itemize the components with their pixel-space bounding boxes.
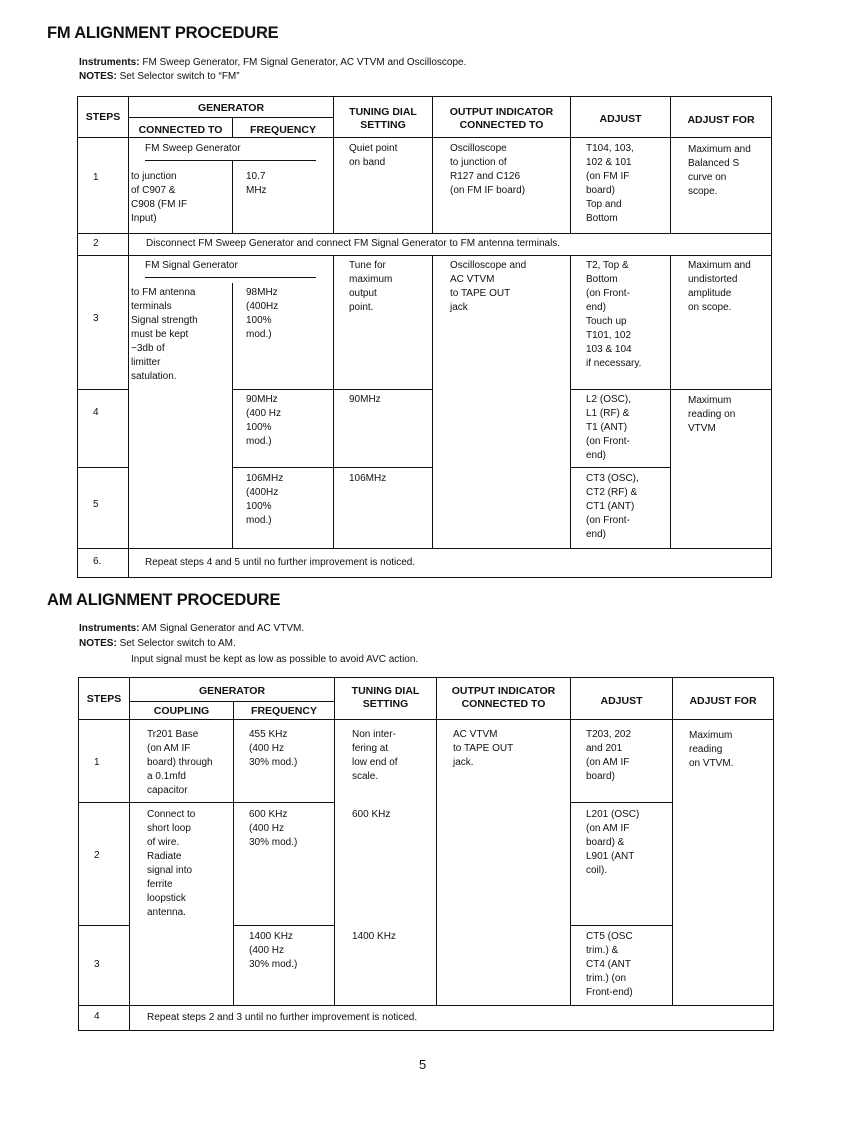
am-step4-text: Repeat steps 2 and 3 until no further improvement is noticed. bbox=[147, 1012, 418, 1023]
fm-header-connected-to: CONNECTED TO bbox=[138, 124, 223, 136]
am-step1-frequency: 455 KHz (400 Hz 30% mod.) bbox=[249, 729, 298, 768]
fm-step6-text: Repeat steps 4 and 5 until no further improvement is noticed. bbox=[145, 557, 416, 568]
am-step2-tuning: 600 KHz bbox=[352, 809, 391, 820]
fm-header-steps: STEPS bbox=[85, 111, 121, 123]
fm-step6-number: 6. bbox=[93, 556, 102, 567]
am-header-coupling: COUPLING bbox=[153, 705, 210, 717]
am-header-tuning: TUNING DIAL SETTING bbox=[351, 685, 420, 710]
am-notes-text: Set Selector switch to AM. bbox=[119, 638, 236, 649]
am-step4-number: 4 bbox=[94, 1011, 100, 1022]
fm-step4-tuning: 90MHz bbox=[349, 394, 381, 405]
fm-step1-output: Oscilloscope to junction of R127 and C126 (on FM IF board) bbox=[450, 143, 526, 196]
am-header-adjust: ADJUST bbox=[600, 695, 643, 707]
am-step1-adjust: T203, 202 and 201 (on AM IF board) bbox=[586, 729, 632, 782]
fm-step3-number: 3 bbox=[93, 313, 99, 324]
fm-step3-generator: FM Signal Generator bbox=[145, 260, 238, 271]
fm-step3-tuning: Tune for maximum output point. bbox=[349, 260, 393, 313]
fm-instruments-line bbox=[79, 56, 466, 69]
am-notes-line bbox=[79, 637, 236, 650]
fm-header-output: OUTPUT INDICATOR CONNECTED TO bbox=[449, 106, 554, 131]
am-step1-coupling: Tr201 Base (on AM IF board) through a 0.1mfd capacitor bbox=[147, 729, 213, 796]
fm-header-generator: GENERATOR bbox=[197, 102, 265, 114]
am-step1-tuning: Non inter- fering at low end of scale. bbox=[352, 729, 398, 782]
am-step3-adjust: CT5 (OSC trim.) & CT4 (ANT trim.) (on Front-end) bbox=[586, 931, 633, 998]
am-header-steps: STEPS bbox=[86, 693, 122, 705]
fm-step3-adjust: T2, Top & Bottom (on Front- end) Touch up T101, 102 103 & 104 if necessary. bbox=[586, 260, 642, 369]
am-step3-number: 3 bbox=[94, 959, 100, 970]
fm-step3-frequency: 98MHz (400Hz 100% mod.) bbox=[246, 287, 279, 340]
fm-header-adjust: ADJUST bbox=[599, 113, 642, 125]
am-step3-tuning: 1400 KHz bbox=[352, 931, 396, 942]
fm-notes-line bbox=[79, 70, 240, 83]
fm-instruments-label: Instruments: bbox=[79, 57, 140, 68]
fm-header-frequency: FREQUENCY bbox=[250, 124, 316, 136]
am-header-output: OUTPUT INDICATOR CONNECTED TO bbox=[451, 685, 556, 710]
am-step2-frequency: 600 KHz (400 Hz 30% mod.) bbox=[249, 809, 298, 848]
am-instruments-text: AM Signal Generator and AC VTVM. bbox=[141, 623, 305, 634]
fm-header-adjust-for: ADJUST FOR bbox=[687, 114, 755, 126]
fm-step4-number: 4 bbox=[93, 407, 99, 418]
fm-step1-tuning: Quiet point on band bbox=[349, 143, 398, 168]
am-notes-label: NOTES: bbox=[79, 638, 117, 649]
fm-step1-frequency: 10.7 MHz bbox=[246, 171, 267, 196]
am-step1-adjust-for: Maximum reading on VTVM. bbox=[689, 730, 734, 769]
am-step2-number: 2 bbox=[94, 850, 100, 861]
fm-notes-text: Set Selector switch to “FM” bbox=[119, 71, 240, 82]
am-step2-adjust: L201 (OSC) (on AM IF board) & L901 (ANT coil). bbox=[586, 809, 640, 876]
fm-step5-number: 5 bbox=[93, 499, 99, 510]
fm-step4-frequency: 90MHz (400 Hz 100% mod.) bbox=[246, 394, 282, 447]
fm-step1-connected: to junction of C907 & C908 (FM IF Input) bbox=[131, 171, 188, 224]
fm-step1-generator: FM Sweep Generator bbox=[145, 143, 241, 154]
am-step1-output: AC VTVM to TAPE OUT jack. bbox=[453, 729, 514, 768]
fm-step1-number: 1 bbox=[93, 172, 99, 183]
fm-step5-frequency: 106MHz (400Hz 100% mod.) bbox=[246, 473, 284, 526]
am-step2-coupling: Connect to short loop of wire. Radiate signal into ferrite loopstick antenna. bbox=[147, 809, 196, 918]
fm-step5-tuning: 106MHz bbox=[349, 473, 387, 484]
fm-step4-adjust-for: Maximum reading on VTVM bbox=[688, 395, 736, 434]
fm-step1-adjust-for: Maximum and Balanced S curve on scope. bbox=[688, 144, 751, 197]
fm-step3-adjust-for: Maximum and undistorted amplitude on scope. bbox=[688, 260, 751, 313]
fm-notes-label: NOTES: bbox=[79, 71, 117, 82]
fm-step3-output: Oscilloscope and AC VTVM to TAPE OUT jack bbox=[450, 260, 527, 313]
am-header-frequency: FREQUENCY bbox=[251, 705, 317, 717]
fm-step3-connected: to FM antenna terminals Signal strength must be kept −3db of limitter satulation. bbox=[131, 287, 198, 382]
am-notes-text-2: Input signal must be kept as low as possible to avoid AVC action. bbox=[131, 654, 419, 665]
am-header-adjust-for: ADJUST FOR bbox=[689, 695, 757, 707]
am-section-title: AM ALIGNMENT PROCEDURE bbox=[47, 591, 281, 609]
am-instruments-line bbox=[79, 622, 304, 635]
am-header-generator: GENERATOR bbox=[198, 685, 266, 697]
fm-step2-number: 2 bbox=[93, 238, 99, 249]
fm-step4-adjust: L2 (OSC), L1 (RF) & T1 (ANT) (on Front- end) bbox=[586, 394, 632, 461]
am-step1-number: 1 bbox=[94, 757, 100, 768]
fm-header-tuning: TUNING DIAL SETTING bbox=[349, 106, 417, 131]
page-number: 5 bbox=[419, 1057, 427, 1072]
fm-step5-adjust: CT3 (OSC), CT2 (RF) & CT1 (ANT) (on Front- end) bbox=[586, 473, 639, 540]
am-instruments-label: Instruments: bbox=[79, 623, 140, 634]
am-step3-frequency: 1400 KHz (400 Hz 30% mod.) bbox=[249, 931, 298, 970]
fm-step1-adjust: T104, 103, 102 & 101 (on FM IF board) Top and Bottom bbox=[586, 143, 634, 224]
fm-instruments-text: FM Sweep Generator, FM Signal Generator, AC VTVM and Oscilloscope. bbox=[142, 57, 467, 68]
fm-section-title: FM ALIGNMENT PROCEDURE bbox=[47, 24, 279, 42]
fm-step2-text: Disconnect FM Sweep Generator and connect FM Signal Generator to FM antenna terminals. bbox=[146, 238, 561, 249]
